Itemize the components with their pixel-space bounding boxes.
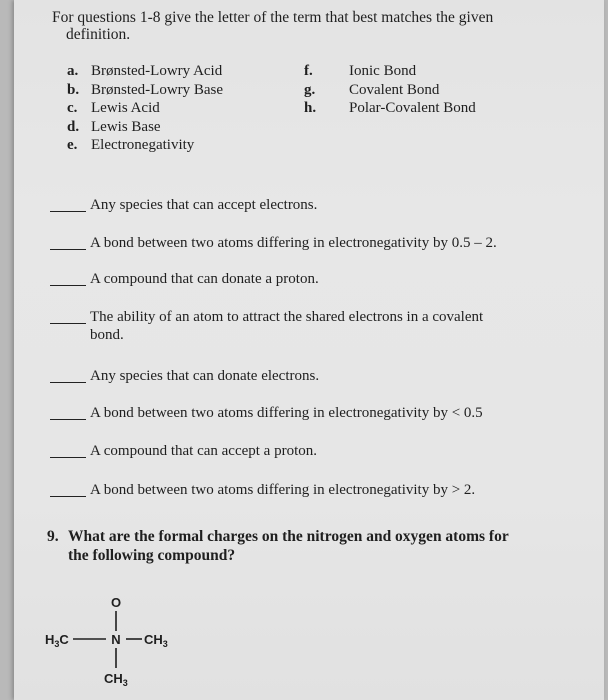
term-g: g. Covalent Bond xyxy=(304,81,440,98)
answer-blank-4[interactable] xyxy=(50,308,86,324)
term-c: c. Lewis Acid xyxy=(67,100,160,116)
question-9-line-1: 9. What are the formal charges on the nitrogen and oxygen atoms for xyxy=(47,528,509,545)
question-text-3: A compound that can donate a proton. xyxy=(90,271,319,287)
answer-blank-1[interactable] xyxy=(50,196,86,212)
question-text-5: Any species that can donate electrons. xyxy=(90,368,320,384)
oxygen-atom: O xyxy=(110,595,122,610)
term-f: f. Ionic Bond xyxy=(304,63,417,79)
question-9-line-2: the following compound? xyxy=(68,546,236,564)
term-list-left xyxy=(67,62,223,155)
methyl-left: $H_3C$ xyxy=(45,632,69,649)
methyl-bottom: $CH_3$ xyxy=(104,671,128,688)
instructions-line-1: For questions 1-8 give the letter of the term that best matches the given xyxy=(52,9,494,26)
question-text-4: The ability of an atom to attract the shared electrons in a covalent xyxy=(90,309,484,325)
answer-blank-2[interactable] xyxy=(50,234,86,250)
term-a: a. Brønsted-Lowry Acid xyxy=(67,63,223,79)
answer-blank-3[interactable] xyxy=(50,270,86,286)
instructions xyxy=(52,9,572,43)
question-text-2: A bond between two atoms differing in electronegativity by 0.5 – 2. xyxy=(90,235,497,251)
question-text-8: A bond between two atoms differing in electronegativity by > 2. xyxy=(90,482,476,498)
term-e: e. Electronegativity xyxy=(67,137,195,153)
nitrogen-atom: N xyxy=(111,632,121,647)
instructions-line-2: definition. xyxy=(66,26,131,43)
question-text-6: A bond between two atoms differing in electronegativity by < 0.5 xyxy=(90,405,483,421)
answer-blank-6[interactable] xyxy=(50,404,86,420)
answer-blank-7[interactable] xyxy=(50,442,86,458)
term-b: b. Brønsted-Lowry Base xyxy=(67,81,224,98)
question-9 xyxy=(47,528,587,565)
methyl-right: $CH_3$ xyxy=(144,632,168,649)
answer-blank-8[interactable] xyxy=(50,481,86,497)
term-list-right xyxy=(304,62,476,118)
term-h: h. Polar-Covalent Bond xyxy=(304,100,476,116)
question-text-7: A compound that can accept a proton. xyxy=(90,443,318,459)
molecule-structure xyxy=(40,590,200,690)
question-text-1: Any species that can accept electrons. xyxy=(90,197,318,213)
answer-blank-5[interactable] xyxy=(50,367,86,383)
question-9-number: 9. xyxy=(47,528,59,545)
question-text-4-cont: bond. xyxy=(90,327,124,343)
term-d: d. Lewis Base xyxy=(67,118,161,135)
